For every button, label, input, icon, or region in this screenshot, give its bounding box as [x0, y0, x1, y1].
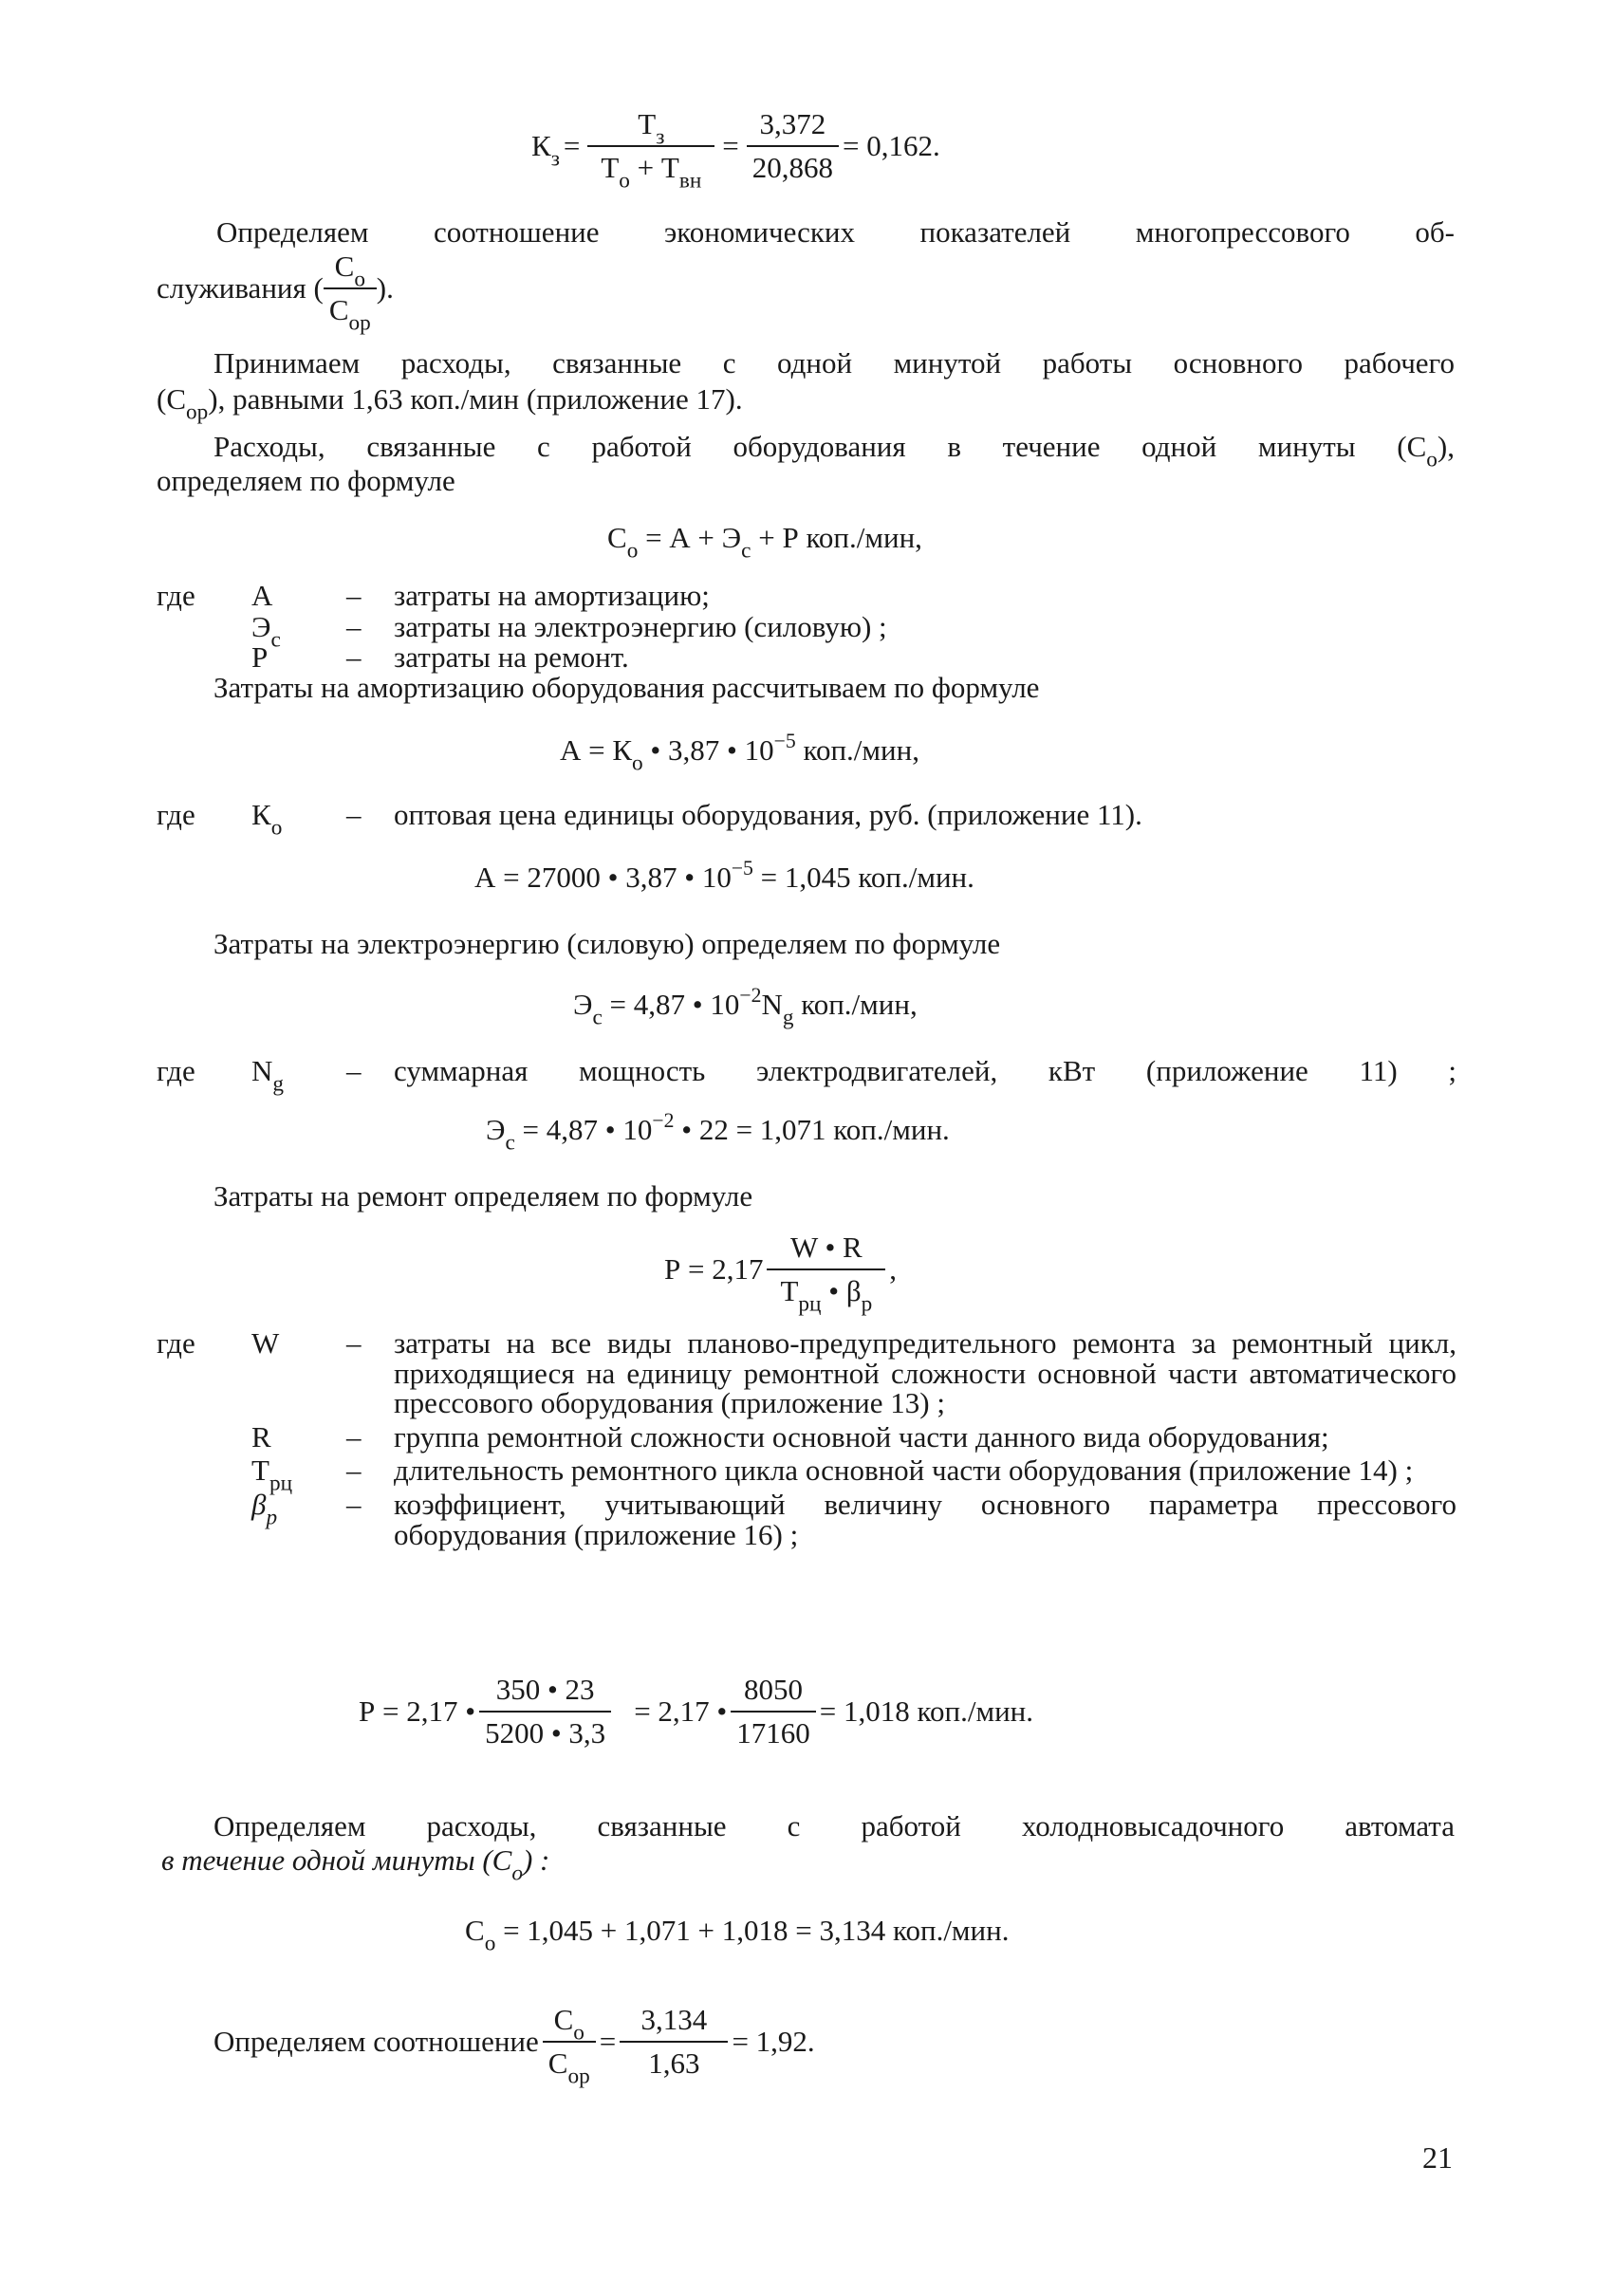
- kz-result: = 0,162.: [843, 128, 940, 162]
- paragraph-2-line-1: Принимаем расходы, связанные с одной минутой работы основного рабочего: [213, 346, 1455, 380]
- paragraph-4: Затраты на амортизацию оборудования рассчитываем по формуле: [213, 671, 1040, 704]
- definition-row: R – группа ремонтной сложности основной части данного вида оборудования;: [251, 1419, 1329, 1454]
- final-ratio: Определяем соотношение $\frac{С_о}{С_{ор}}$ = $\frac{3,134}{1,63}$ = 1,92.: [213, 2003, 815, 2089]
- page-number: 21: [1422, 2140, 1453, 2175]
- calculation-r: Р = 2,17 • $\frac{350 • 23}{5200 • 3,3}$ = 2,17 • $\frac{8050}{17160}$ = 1,018 коп./мин.: [359, 1673, 1034, 1750]
- formula-e: $Э_с = 4,87$ • $10^{-2}N_g$ коп./мин,: [573, 983, 918, 1030]
- definition-ng: где $N_g$ – суммарная мощность электродвигателей, кВт (приложение 11) ;: [157, 1054, 1456, 1097]
- definitions-costs: [157, 581, 1456, 674]
- paragraph-3-line-2: определяем по формуле: [157, 464, 455, 497]
- paragraph-7-line-2: в течение одной минуты $(С_о)$ :: [161, 1843, 550, 1886]
- paragraph-5: Затраты на электроэнергию (силовую) определяем по формуле: [213, 927, 1001, 960]
- kz-lhs: $К_з$: [531, 128, 560, 172]
- calculation-co: $С_о = 1,045 + 1,071 + 1,018 = 3,134$ коп./мин.: [465, 1914, 1010, 1956]
- definition-row: $Т_{рц}$ – длительность ремонтного цикла основной части оборудования (приложение 14) ;: [251, 1454, 1414, 1496]
- paragraph-2-line-2: $(С_{ор})$, равными 1,63 коп./мин (приложение 17).: [157, 382, 743, 425]
- formula-a: $А = К_о$ • 3,87 • $10^{-5}$ коп./мин,: [560, 729, 919, 776]
- definition-row: где W – затраты на все виды планово-предупредительного ремонта за ремонтный цикл, приходящиеся на единицу ремонтной сложности основной части автоматического прессового оборудования (приложение 13) ;: [157, 1326, 1456, 1420]
- paragraph-7-line-1: Определяем расходы, связанные с работой холодновысадочного автомата: [213, 1809, 1455, 1842]
- definition-row: Р – затраты на ремонт.: [251, 640, 629, 675]
- formula-co: $С_о = А + Э_с + Р$ коп./мин,: [607, 521, 922, 564]
- paragraph-3-line-1: Расходы, связанные с работой оборудования в течение одной минуты $(С_о)$,: [213, 430, 1455, 472]
- paragraph-1-line-2: служивания ( $\frac{С_о}{С_{ор}}$ ).: [157, 250, 394, 336]
- kz-fraction-2: $\frac{3,372}{20,868}$: [747, 106, 839, 186]
- paragraph-1-line-1: Определяем соотношение экономических показателей многопрессового об-: [216, 215, 1455, 249]
- formula-kz: $К_з$ = $\frac{Т_з}{Т_о + Т_{вн}}$ = $\frac{3,372}{20,868}$ = 0,162.: [531, 107, 940, 194]
- calculation-e: $Э_с = 4,87$ • $10^{-2}$ • 22 = 1,071 коп./мин.: [486, 1108, 950, 1156]
- definition-row: где А – затраты на амортизацию;: [157, 579, 710, 612]
- formula-r: Р = 2,17 $\frac{W • R}{Т_{рц} • \beta_р}$ ,: [664, 1231, 898, 1317]
- paragraph-6: Затраты на ремонт определяем по формуле: [213, 1179, 753, 1213]
- definition-row: $\beta_р$ – коэффициент, учитывающий величину основного параметра прессового оборудования (приложение 16) ;: [251, 1488, 1456, 1551]
- kz-fraction-1: $\frac{Т_з}{Т_о + Т_{вн}}$: [587, 106, 714, 186]
- definitions-repair: [157, 1328, 1456, 1549]
- calculation-a: А = 27000 • 3,87 • $10^{-5} = 1,045$ коп./мин.: [474, 856, 974, 894]
- definition-row: $Э_с$ – затраты на электроэнергию (силовую) ;: [251, 609, 887, 652]
- definition-ko: где $К_о$ – оптовая цена единицы оборудования, руб. (приложение 11).: [157, 798, 1142, 841]
